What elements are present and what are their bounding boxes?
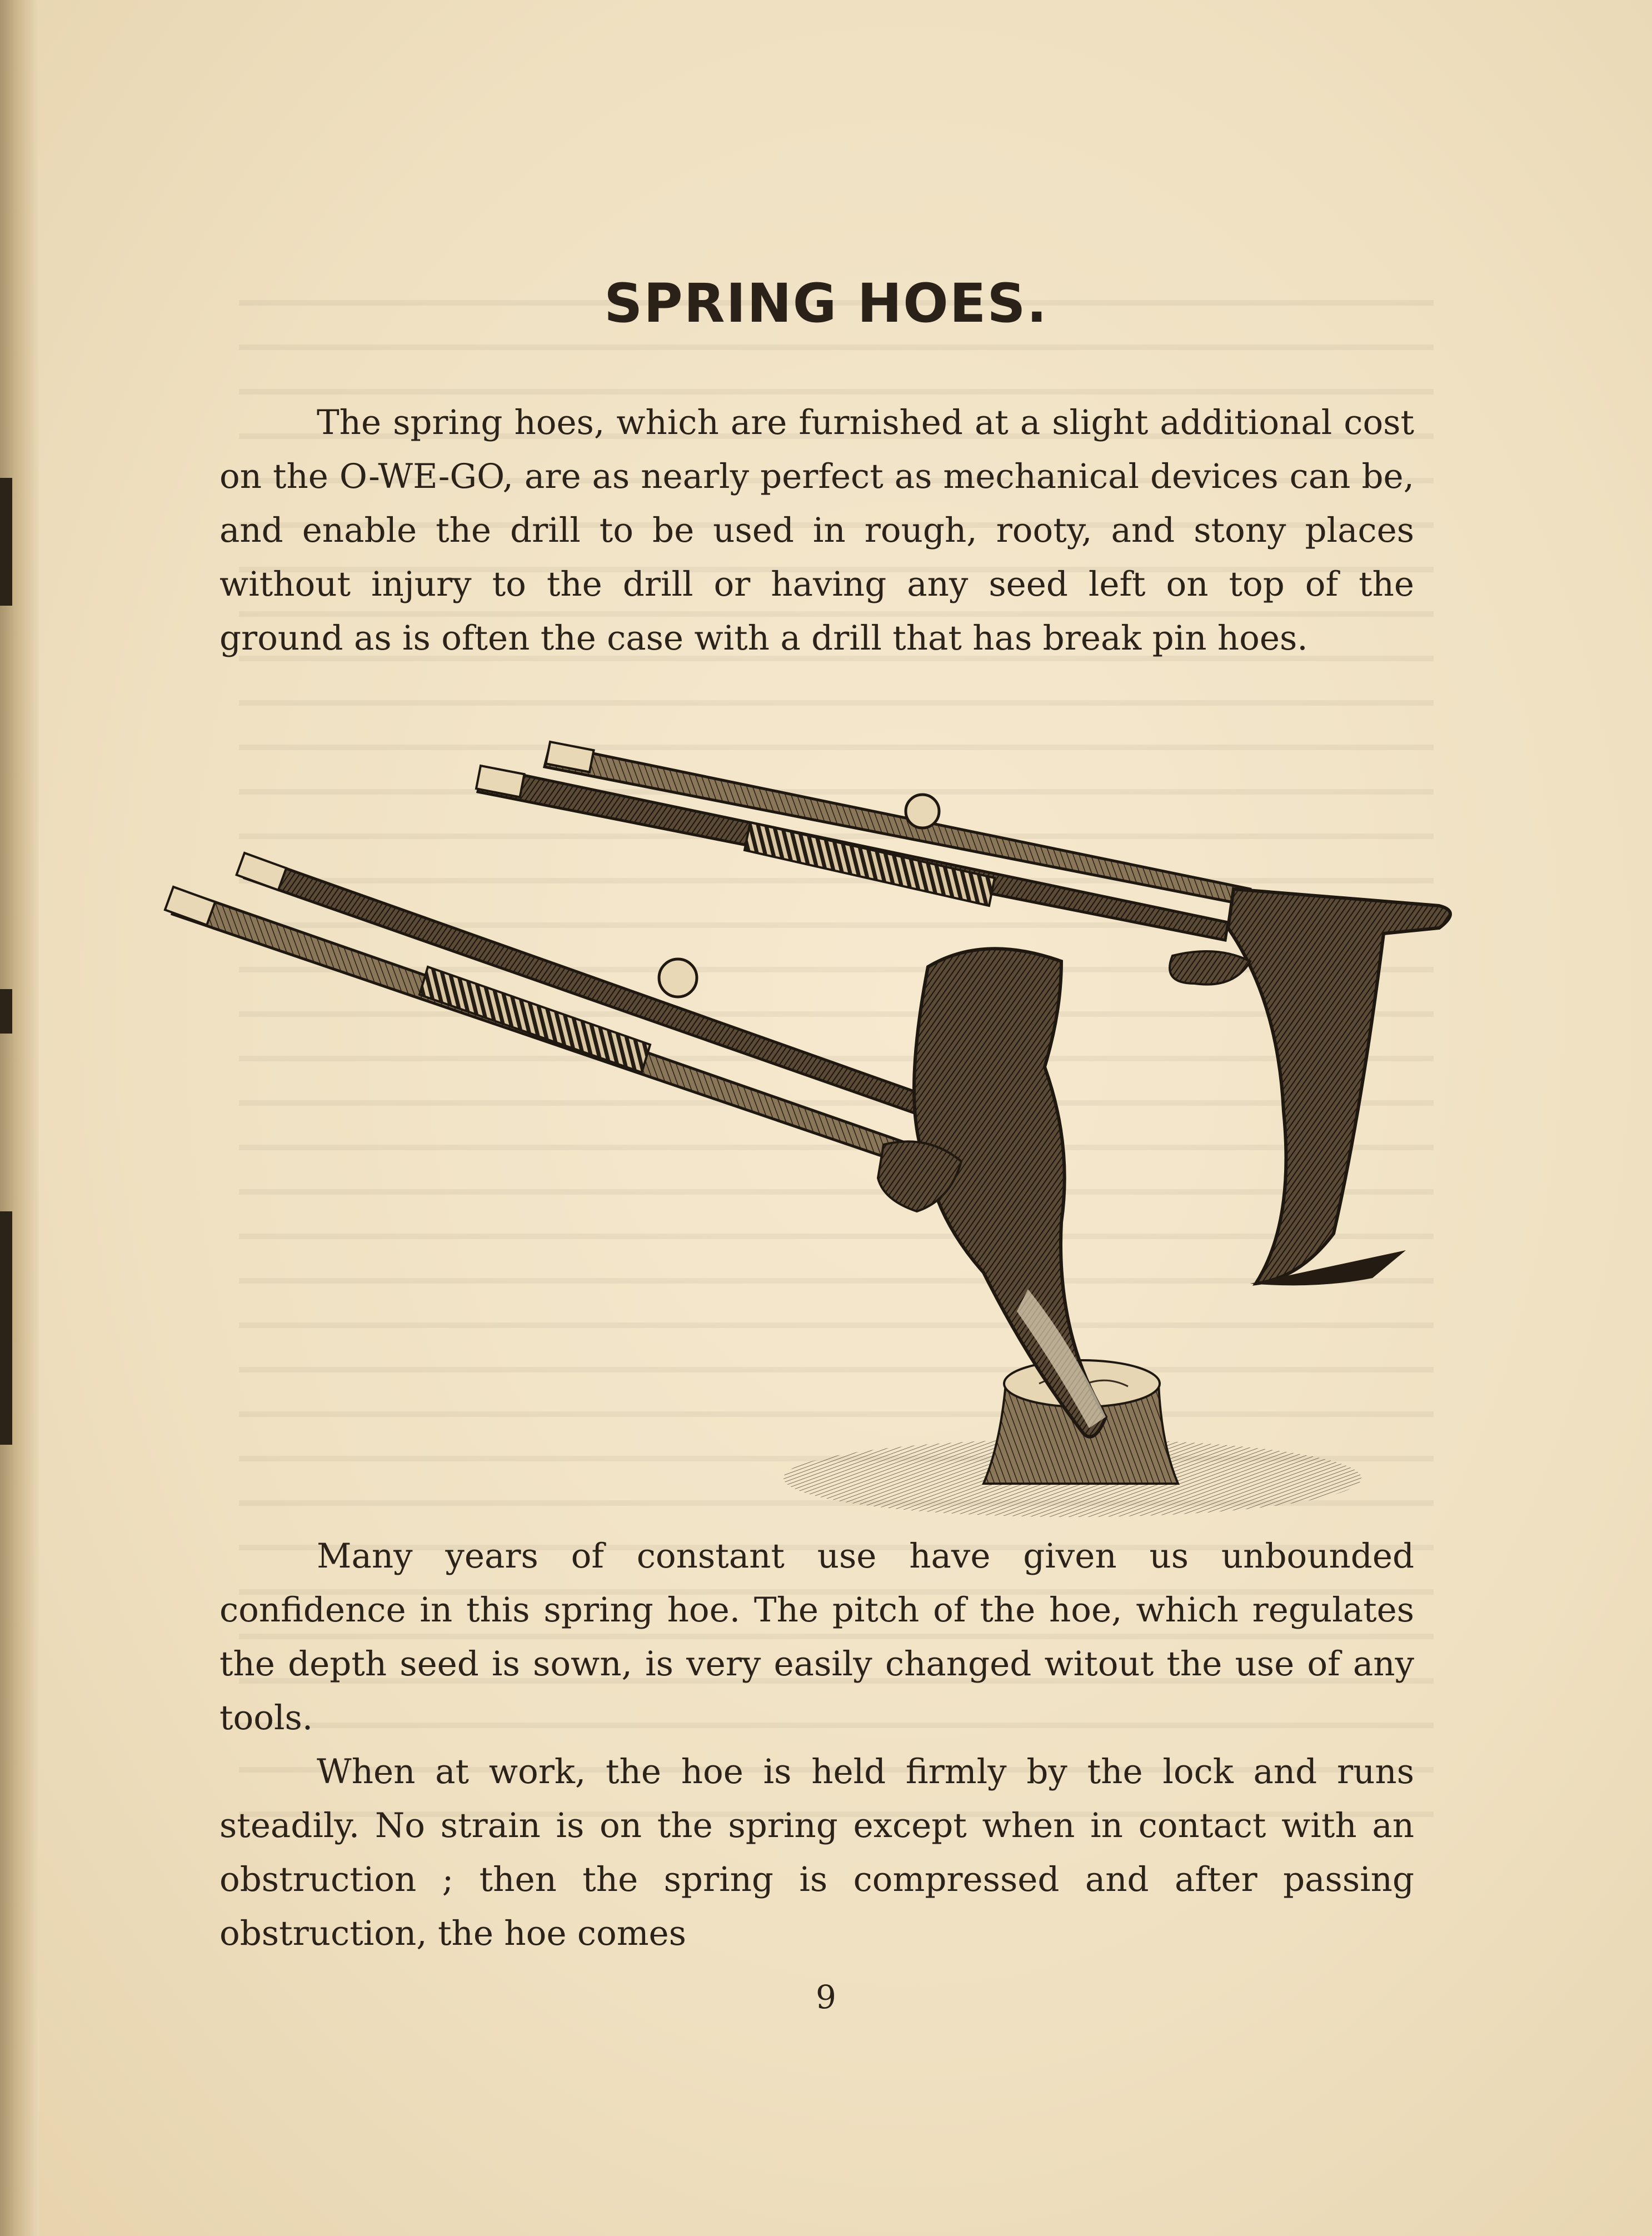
paragraph: Many years of constant use have given us unbounded confidence in this spring hoe. The pitch of the hoe, which regulates the depth seed is sown, is very easily changed witout the use of any tools. [219, 1536, 1414, 1738]
front-hoe-assembly [165, 853, 1106, 1437]
front-coil-spring [420, 967, 650, 1072]
spine-mark [0, 1211, 12, 1445]
book-spine [0, 0, 39, 2236]
page-title: SPRING HOES. [604, 272, 1048, 335]
intro-paragraph-block [219, 396, 1414, 665]
rear-pivot [906, 795, 939, 828]
paragraph: The spring hoes, which are furnished at a slight additional cost on the O-WE-GO, are as nearly perfect as mechanical devices can be, and enable the drill to be used in rough, rooty, and stony places without injury to the drill or having any seed left on top of the ground as is often the case with a drill that has break pin hoes. [219, 403, 1414, 658]
front-drag-bar-upper [244, 856, 939, 1120]
spine-mark [0, 989, 12, 1034]
second-paragraph-block [219, 1529, 1414, 1745]
third-paragraph-block [219, 1745, 1414, 1960]
spring-hoe-engraving [161, 722, 1456, 1523]
spine-mark [0, 478, 12, 606]
front-bar-end [165, 887, 215, 925]
page-number: 9 [816, 1978, 836, 2016]
front-bar-end [237, 853, 287, 890]
paragraph: When at work, the hoe is held firmly by the lock and runs steadily. No strain is on the spring except when in contact with an obstruction ; then the spring is compressed and after passing obstruction, the hoe comes [219, 1752, 1414, 1953]
front-pivot [659, 959, 697, 997]
rear-hoe-bracket [1170, 951, 1250, 985]
rear-hoe-boot [1228, 889, 1450, 1284]
spring-hoe-illustration [161, 722, 1456, 1523]
